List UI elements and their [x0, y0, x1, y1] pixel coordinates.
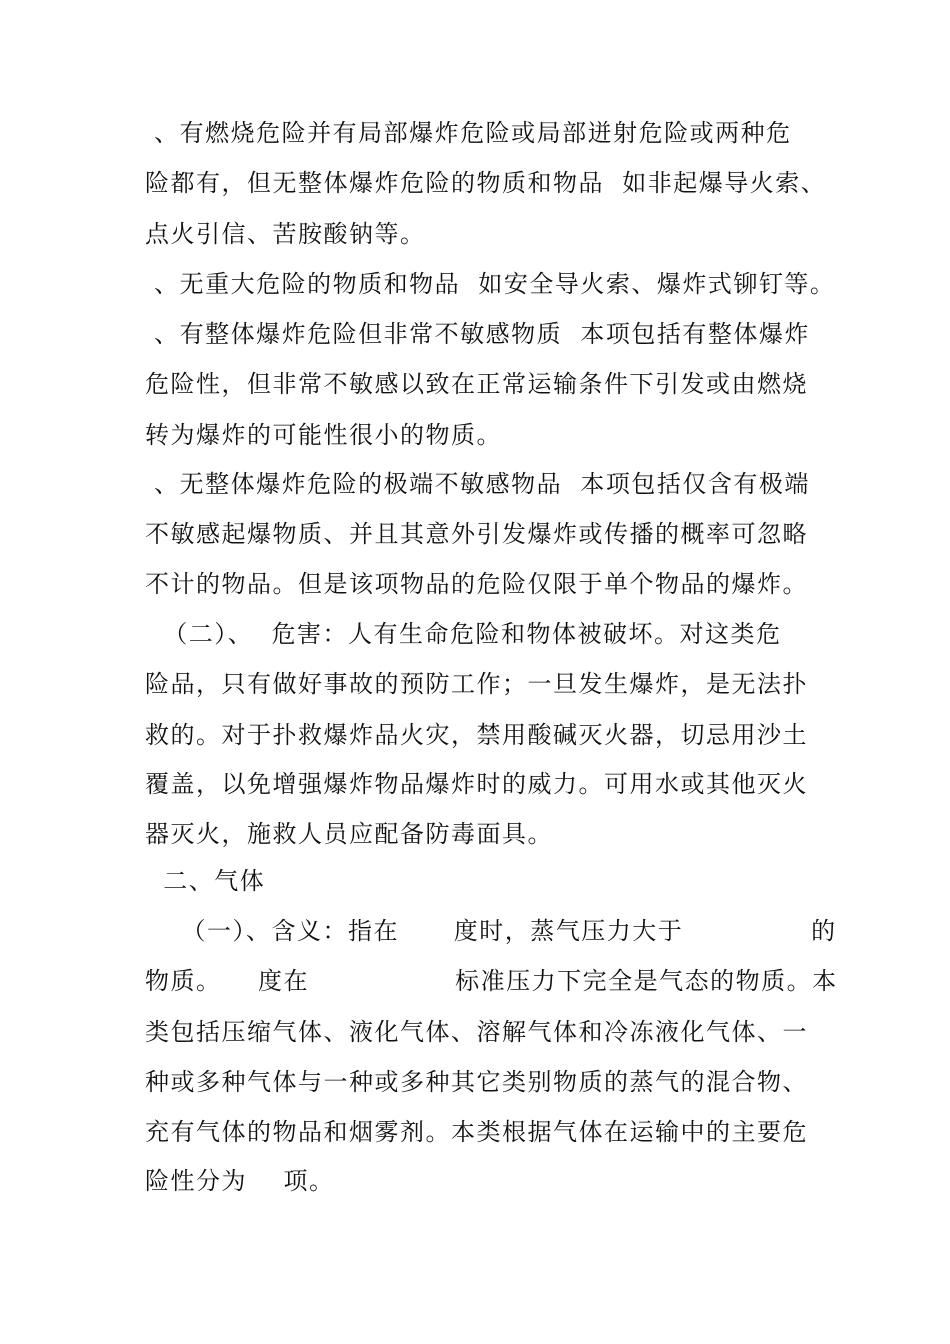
- text-line: 险品，只有做好事故的预防工作；一旦发生爆炸，是无法扑: [145, 670, 808, 698]
- text-line: 救的。对于扑救爆炸品火灾，禁用酸碱灭火器，切忌用沙土: [145, 721, 808, 749]
- text-line: 物质。 度在 标准压力下完全是气态的物质。本: [145, 967, 838, 995]
- text-line: 点火引信、苦胺酸钠等。: [145, 220, 426, 248]
- section-heading: 二、气体: [145, 867, 266, 895]
- text-line: 覆盖，以免增强爆炸物品爆炸时的威力。可用水或其他灭火: [145, 770, 808, 798]
- text-line: 不计的物品。但是该项物品的危险仅限于单个物品的爆炸。: [145, 570, 808, 598]
- text-line: （一）、含义：指在 度时，蒸气压力大于 的: [145, 917, 837, 945]
- text-line: 类包括压缩气体、液化气体、溶解气体和冷冻液化气体、一: [145, 1018, 808, 1046]
- text-line: 险都有，但无整体爆炸危险的物质和物品 如非起爆导火索、: [145, 169, 827, 197]
- text-line: （二）、 危害：人有生命危险和物体被破坏。对这类危: [145, 620, 782, 648]
- text-line: 、无整体爆炸危险的极端不敏感物品 本项包括仅含有极端: [145, 470, 810, 498]
- text-line: 种或多种气体与一种或多种其它类别物质的蒸气的混合物、: [145, 1068, 808, 1096]
- text-line: 充有气体的物品和烟雾剂。本类根据气体在运输中的主要危: [145, 1118, 808, 1146]
- text-line: 险性分为 项。: [145, 1167, 335, 1195]
- text-line: 器灭火，施救人员应配备防毒面具。: [145, 820, 553, 848]
- text-line: 、有燃烧危险并有局部爆炸危险或局部迸射危险或两种危: [145, 119, 792, 147]
- text-line: 不敏感起爆物质、并且其意外引发爆炸或传播的概率可忽略: [145, 520, 808, 548]
- text-line: 、无重大危险的物质和物品 如安全导火索、爆炸式铆钉等。: [145, 270, 836, 298]
- text-line: 危险性，但非常不敏感以致在正常运输条件下引发或由燃烧: [145, 370, 808, 398]
- text-line: 、有整体爆炸危险但非常不敏感物质 本项包括有整体爆炸: [145, 320, 810, 348]
- text-line: 转为爆炸的可能性很小的物质。: [145, 421, 502, 449]
